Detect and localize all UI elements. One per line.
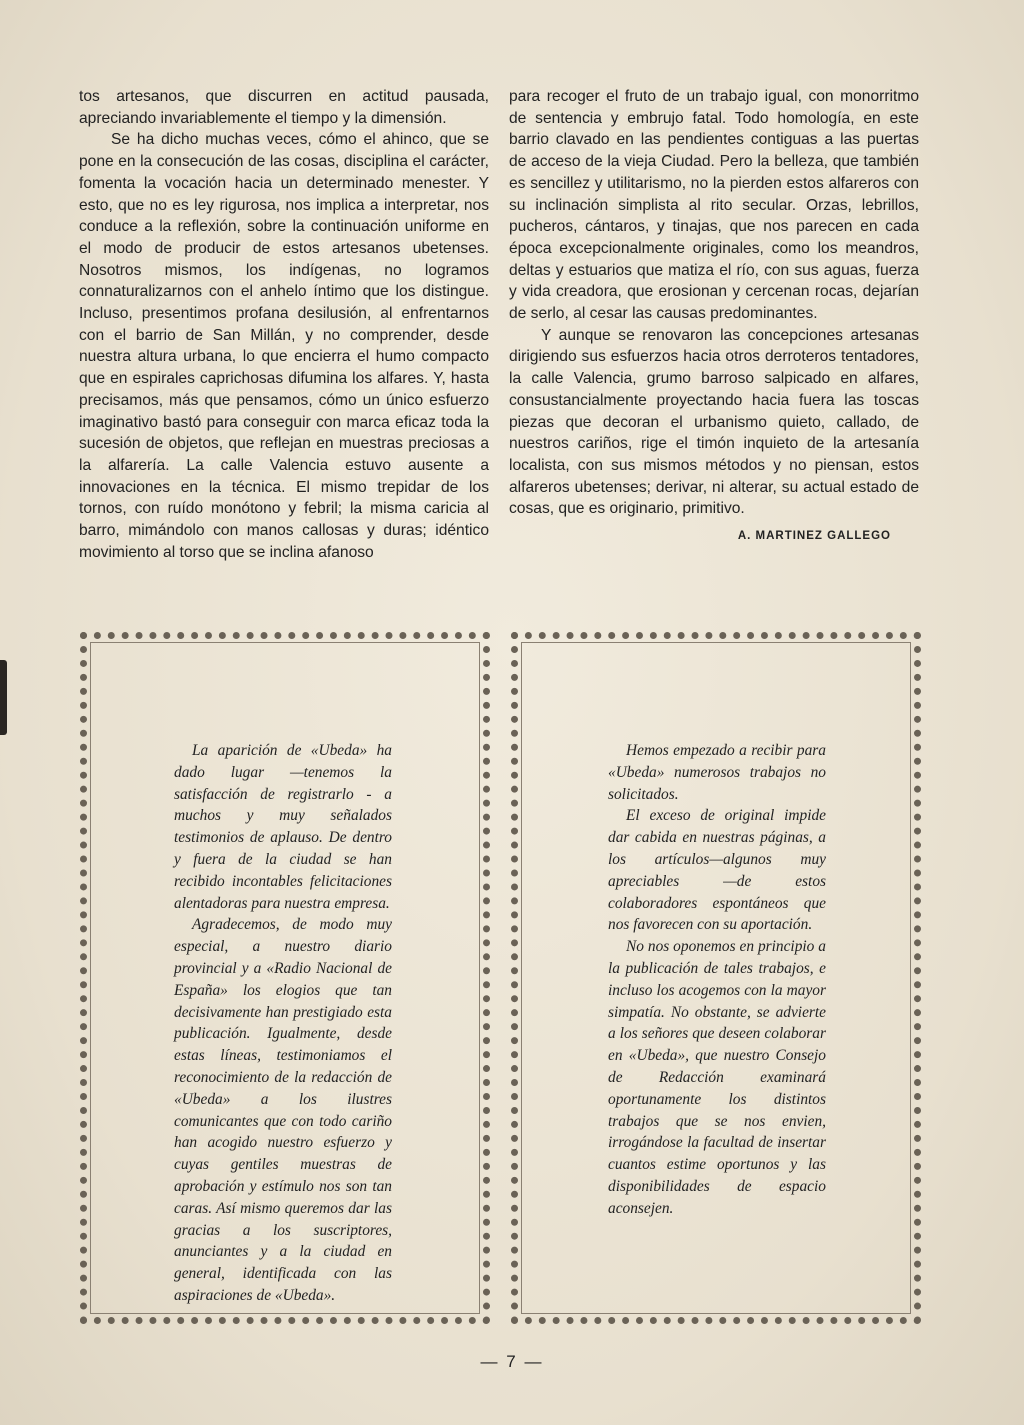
article-paragraph: Se ha dicho muchas veces, cómo el ahinco, que se pone en la consecución de las cosas, disciplina el carácter, fomenta la vocación hacia un determinado menester. Y esto, que no es ley rigurosa, nos implica a interpretar, nos conduce a la reflexión, sobre la continuación uniforme en el modo de producir de estos artesanos ubetenses. Nosotros mismos, los indígenas, no logramos connaturalizarnos con el anhelo íntimo que los distingue. Incluso, presentimos profana desilusión, al enfrentarnos con el barrio de San Millán, y no comprender, desde nuestra altura urbana, lo que encierra el humo compacto que en espirales caprichosas difumina los alfares. Y, hasta precisamos, más que pensamos, cómo un único esfuerzo imaginativo bastó para conseguir con marca eficaz toda la sucesión de objetos, que reflejan en muestras preciosas a la alfarería. La calle Valencia estuvo ausente a innovaciones en la técnica. El mismo trepidar de los tornos, con ruído monótono y febril; la misma caricia al barro, mimándolo con manos callosas y duras; idéntico movimiento al torso que se inclina afanoso <box>79 131 489 561</box>
page-number: — 7 — <box>480 1352 544 1371</box>
binding-edge <box>0 660 7 735</box>
notice-thanks <box>174 740 392 1307</box>
author-signature: A. MARTINEZ GALLEGO <box>737 530 891 543</box>
notice-paragraph: Hemos empezado a recibir para «Ubeda» numerosos trabajos no solicitados. <box>608 742 826 803</box>
notice-paragraph: El exceso de original impide dar cabida en nuestras páginas, a los artículos—algunos muy apreciables —de estos colaboradores espontáneos que nos favorecen con su aportación. <box>608 807 826 934</box>
notice-paragraph: La aparición de «Ubeda» ha dado lugar —tenemos la satisfacción de registrarlo - a muchos y muy señalados testimonios de aplauso. De dentro y fuera de la ciudad se han recibido incontables felicitaciones alentadoras para nuestra empresa. <box>174 742 392 912</box>
article-paragraph: Y aunque se renovaron las concepciones artesanas dirigiendo sus esfuerzos hacia otros derroteros tentadores, la calle Valencia, grumo barroso salpicado en alfares, consustancialmente proyectando hacia fuera las toscas piezas que decoran el urbanismo quieto, callado, de nuestros cariños, rige el timón inquieto de la artesanía localista, con sus mismos métodos y no piensan, estos alfareros ubetenses; derivar, ni alterar, su actual estado de cosas, que es originario, primitivo. <box>509 326 919 518</box>
article-column-left <box>79 86 489 563</box>
article-column-right <box>509 86 919 548</box>
notice-submissions <box>608 740 826 1220</box>
notice-paragraph: Agradecemos, de modo muy especial, a nuestro diario provincial y a «Radio Nacional de España» los elogios que tan decisivamente han prestigiado esta publicación. Igualmente, desde estas líneas, testimoniamos el reconocimiento de la redacción de «Ubeda» a los ilustres comunicantes que con todo cariño han acogido nuestro esfuerzo y cuyas gentiles muestras de aprobación y estímulo nos son tan caras. Así mismo queremos dar las gracias a los suscriptores, anunciantes y a la ciudad en general, identificada con las aspiraciones de «Ubeda». <box>174 916 392 1304</box>
notice-paragraph: No nos oponemos en principio a la publicación de tales trabajos, e incluso los acogemos con la mayor simpatía. No obstante, se advierte a los señores que deseen colaborar en «Ubeda», que nuestro Consejo de Redacción examinará oportunamente los distintos trabajos que se nos envien, irrogándose la facultad de insertar cuantos estime oportunos y las disponibilidades de espacio aconsejen. <box>608 938 826 1217</box>
article-paragraph: para recoger el fruto de un trabajo igual, con monorritmo de sentencia y embrujo fatal. Todo homología, en este barrio clavado en las pendientes contiguas a las puertas de acceso de la vieja Ciudad. Pero la belleza, que también es sencillez y utilitarismo, no la pierden estos alfareros con su inclinación simplista al rito secular. Orzas, lebrillos, pucheros, cántaros, y tinajas, que nos parecen en cada época excepcionalmente originales, como los meandros, deltas y estuarios que matiza el río, con sus aguas, fuerza y vida creadora, que erosionan y cercenan rocas, dejarían de serlo, al cesar las causas predominantes. <box>509 88 919 323</box>
article-paragraph: tos artesanos, que discurren en actitud pausada, apreciando invariablemente el tiempo y la dimensión. <box>79 88 489 127</box>
